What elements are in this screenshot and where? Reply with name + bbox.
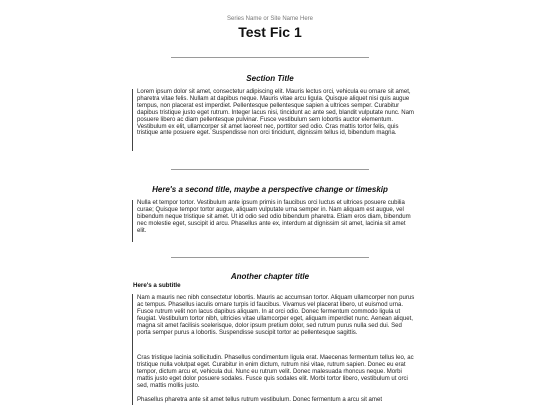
paragraph: Cras tristique lacinia sollicitudin. Phasellus condimentum ligula erat. Maecenas fermentum tellus leo, ac tristique nulla volutpat eget. Curabitur in enim dictum, rutrum nisi vitae, rutrum sapien. Donec eu erat tempor, dictum arcu et, vehicula dui. Nunc eu rutrum velit. Donec malesuada rhoncus neque. Morbi mattis justo eget dolor posuere sodales. Fusce quis sodales elit. Morbi tortor libero, vestibulum ut orci sed, mattis mollis justo. [137, 355, 414, 389]
subtitle: Here's a subtitle [133, 282, 181, 289]
divider [171, 169, 369, 170]
section-title: Here's a second title, maybe a perspective change or timeskip [152, 185, 388, 194]
section-title: Another chapter title [230, 272, 310, 281]
divider [171, 257, 369, 258]
paragraph-border [132, 89, 133, 151]
divider [171, 57, 369, 58]
paragraph: Nulla et tempor tortor. Vestibulum ante ipsum primis in faucibus orci luctus et ultrices posuere cubilia curae; Quisque tempor tortor augue, aliquam vulputate urna semper in. Nam aliquam est augue, vel bibendum neque tristique sit amet. Ut id odio sed odio bibendum pharetra. Etiam eros diam, bibendum nec molestie eget, suscipit id arcu. Phasellus ante ex, interdum at dignissim sit amet, lacinia sit amet elit. [137, 200, 411, 234]
page-title: Test Fic 1 [238, 24, 302, 40]
paragraph: Nam a mauris nec nibh consectetur lobortis. Mauris ac accumsan tortor. Aliquam ullamcorper non purus ac tempus. Phasellus iaculis ornare turpis id faucibus. Vivamus vel placerat libero, ut euismod urna. Fusce rutrum velit non lacus dapibus aliquam. In at orci odio. Donec fermentum commodo ligula ut feugiat. Vestibulum tortor nibh, ultricies vitae ullamcorper eget, aliquam imperdiet nunc. Aenean aliquet, magna sit amet facilisis scelerisque, dolor ipsum pretium dolor, sed rutrum purus nulla sed dui. Sed porta semper purus a lobortis. Suspendisse suscipit tortor ac pellentesque sagittis. [137, 295, 415, 336]
series-name: Series Name or Site Name Here [226, 16, 314, 22]
section-title: Section Title [246, 74, 294, 83]
paragraph: Phasellus pharetra ante sit amet tellus rutrum vestibulum. Donec fermentum a arcu sit amet [137, 397, 383, 403]
paragraph: Lorem ipsum dolor sit amet, consectetur adipiscing elit. Mauris lectus orci, vehicula eu ornare sit amet, pharetra vitae felis. Nullam at dapibus neque. Mauris vitae arcu ligula. Quisque aliquet nisi quis augue tempus, non placerat est imperdiet. Pellentesque pellentesque sapien a ultrices semper. Curabitur dapibus tristique justo eget rutrum. Integer lacus nisi, tincidunt ac ante sed, blandit vulputate nunc. Nam posuere libero ac diam pellentesque pulvinar. Fusce vestibulum sem lobortis auctor elementum. Vestibulum ex elit, ullamcorper sit amet laoreet nec, porttitor sed odio. Cras mattis tortor felis, quis tristique ante posuere eget. Suspendisse non orci tincidunt, dignissim tellus id, bibendum magna. [137, 89, 414, 137]
paragraph-border [132, 200, 133, 242]
paragraph-border [132, 294, 133, 405]
